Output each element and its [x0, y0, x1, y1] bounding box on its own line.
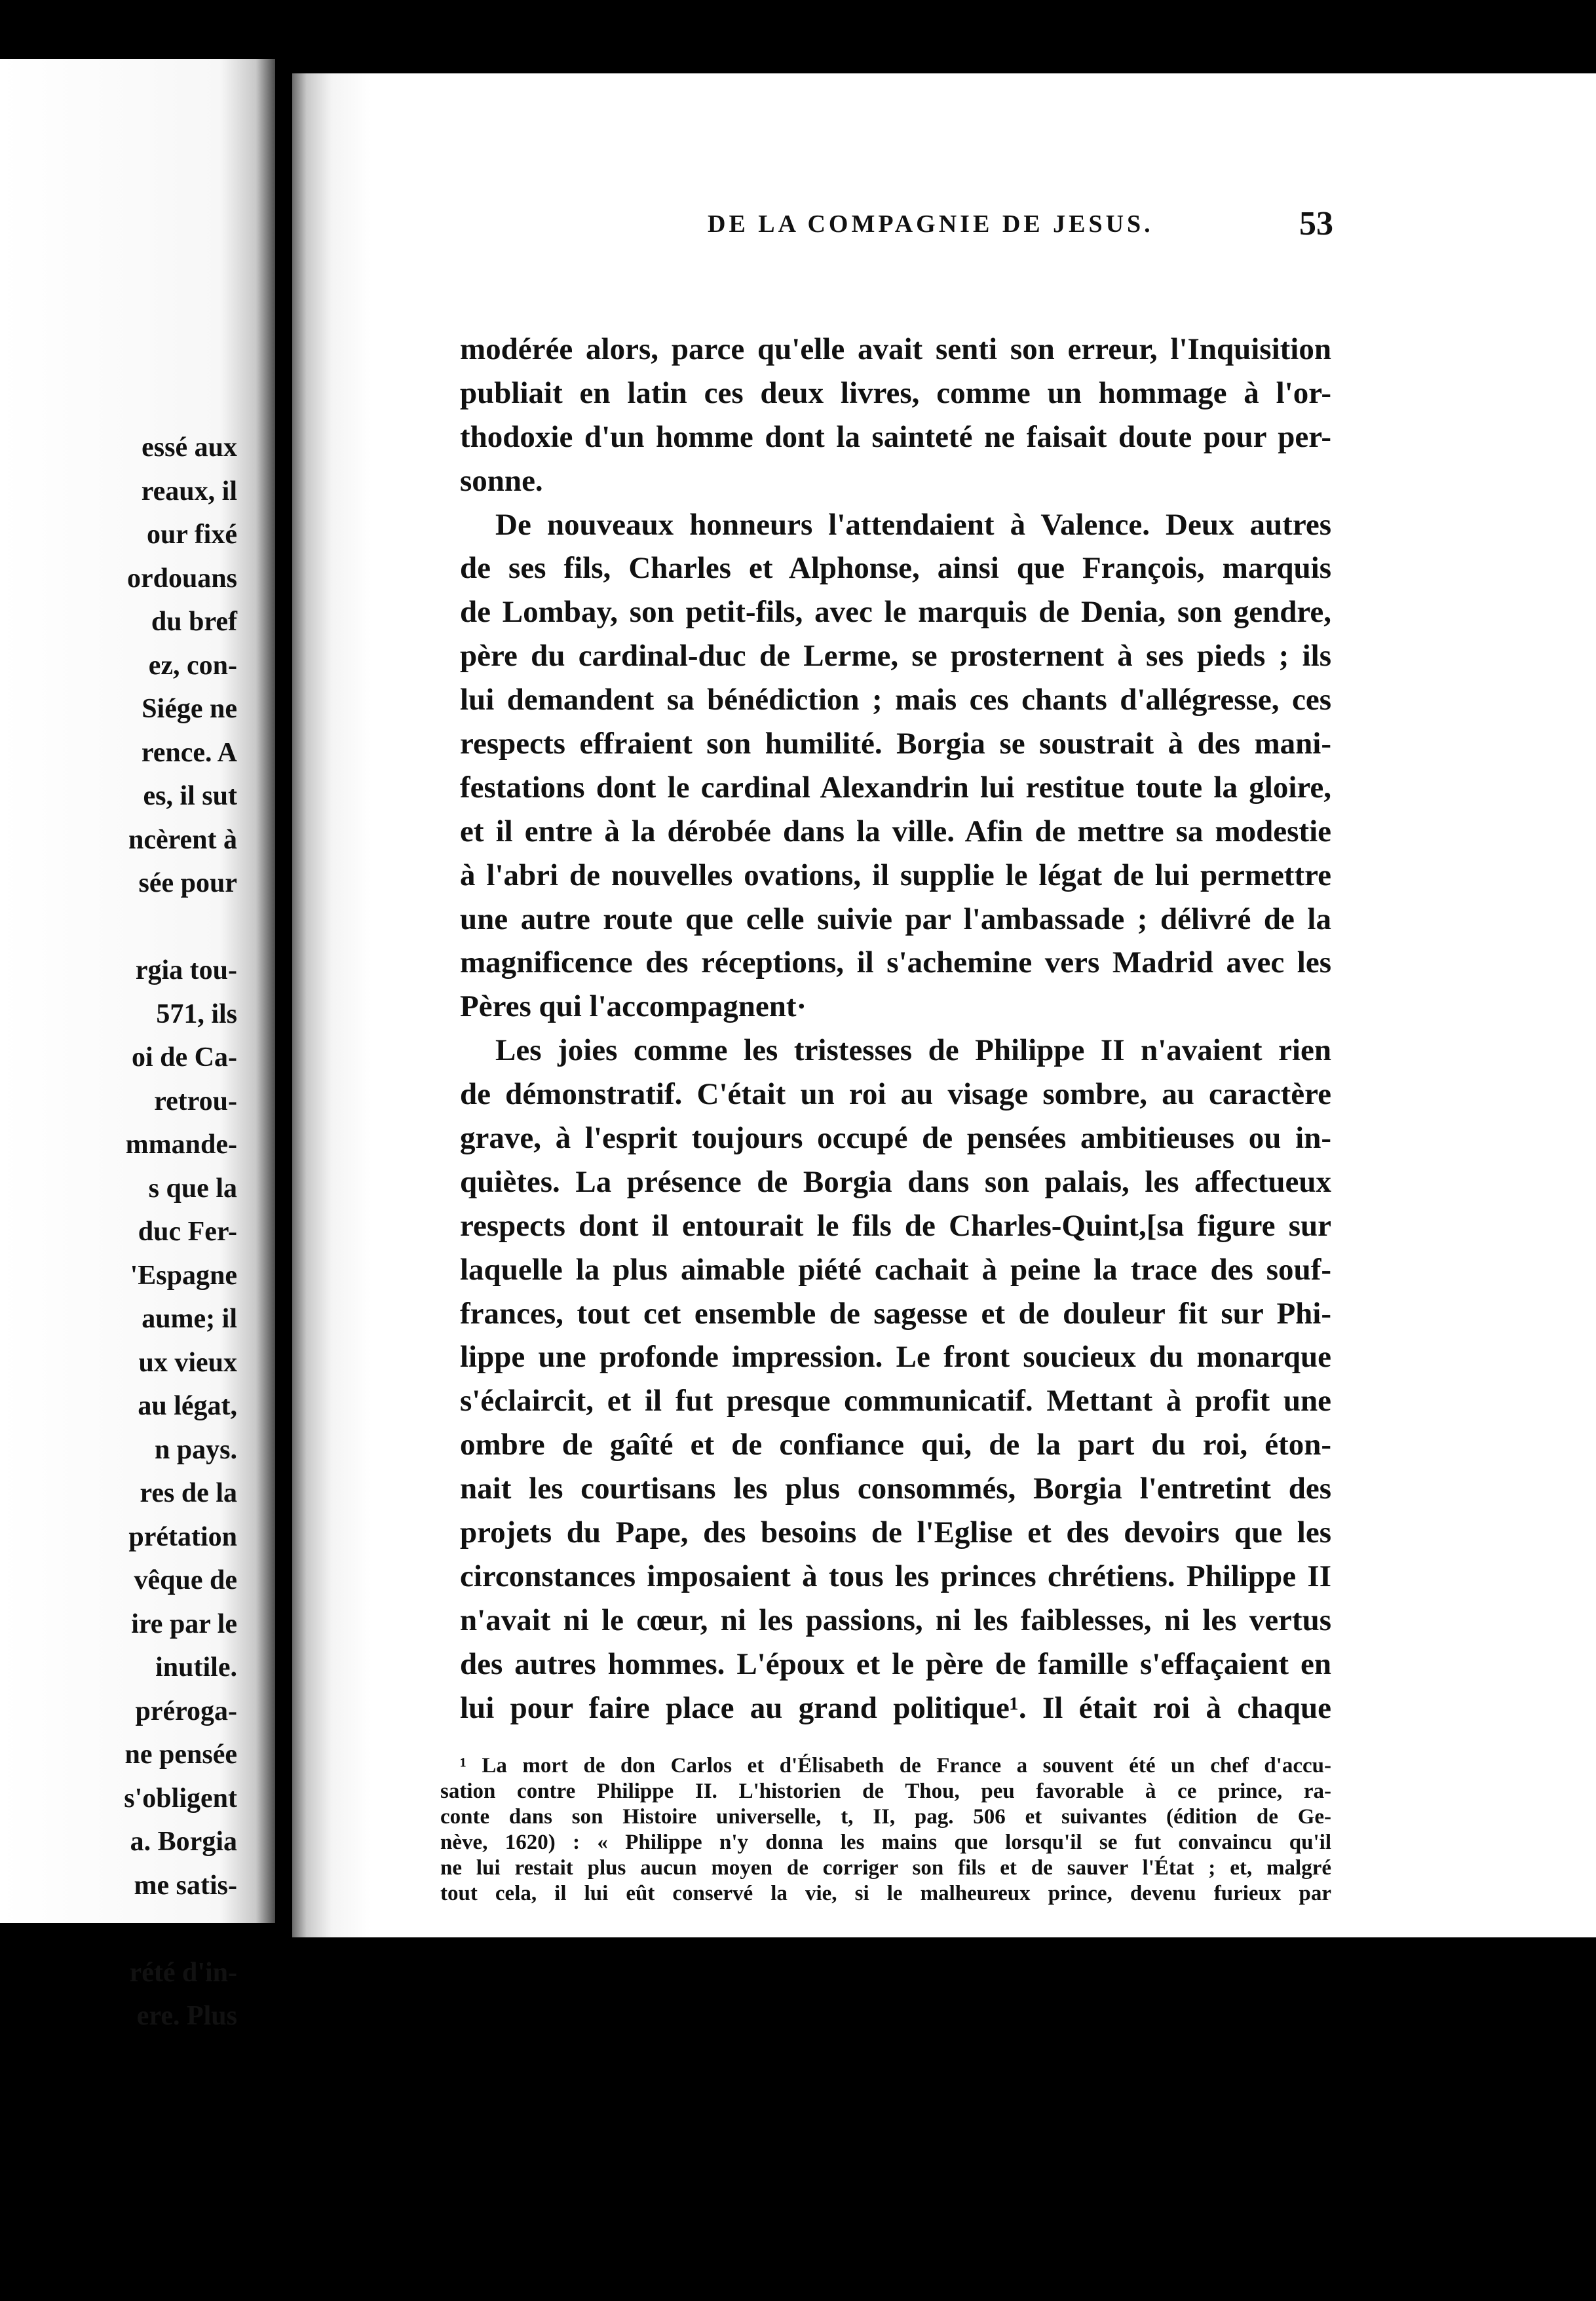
left-page-line: retrou-: [154, 1086, 237, 1116]
body-line: et il entre à la dérobée dans la ville. Afin de mettre sa modestie: [460, 814, 1331, 848]
left-page-line: rété d'in-: [129, 1957, 237, 1988]
footnote-line: sation contre Philippe II. L'historien de Thou, peu favorable à ce prince, ra-: [440, 1779, 1331, 1803]
footnote-line: ne lui restait plus aucun moyen de corriger son fils et de sauver l'État ; et, malgré: [440, 1856, 1331, 1880]
body-line: grave, à l'esprit toujours occupé de pensées ambitieuses ou in-: [460, 1121, 1331, 1156]
body-line: Les joies comme les tristesses de Philippe II n'avaient rien: [495, 1033, 1331, 1068]
left-page-line: ordouans: [126, 563, 237, 594]
body-line: magnificence des réceptions, il s'achemine vers Madrid avec les: [460, 945, 1331, 980]
body-line: festations dont le cardinal Alexandrin lui restitue toute la gloire,: [460, 770, 1331, 805]
left-page-line: duc Fer-: [138, 1217, 237, 1247]
body-line: n'avait ni le cœur, ni les passions, ni les faiblesses, ni les vertus: [460, 1603, 1331, 1637]
body-line: quiètes. La présence de Borgia dans son palais, les affectueux: [460, 1164, 1331, 1199]
left-page-line: aume; il: [142, 1304, 237, 1334]
left-page-line: Siége ne: [142, 694, 237, 724]
body-line: ombre de gaîté et de confiance qui, de la part du roi, éton-: [460, 1428, 1331, 1462]
body-line: modérée alors, parce qu'elle avait senti son erreur, l'Inquisition: [460, 332, 1331, 366]
left-page-line: s que la: [148, 1173, 237, 1204]
body-line: Pères qui l'accompagnent·: [460, 989, 807, 1024]
body-line: projets du Pape, des besoins de l'Eglise et des devoirs que les: [460, 1515, 1331, 1550]
footnote-line: ¹ La mort de don Carlos et d'Élisabeth de France a souvent été un chef d'accu-: [460, 1754, 1331, 1778]
body-line: une autre route que celle suivie par l'ambassade ; délivré de la: [460, 902, 1331, 936]
footnote-line: tout cela, il lui eût conservé la vie, si le malheureux prince, devenu furieux par: [440, 1882, 1331, 1905]
left-page-line: essé aux: [142, 432, 237, 463]
body-line: respects dont il entourait le fils de Charles-Quint,[sa figure sur: [460, 1208, 1331, 1243]
left-page-line: ncèrent à: [128, 824, 237, 855]
left-page-line: our fixé: [146, 520, 237, 550]
body-line: sonne.: [460, 463, 543, 498]
body-line: lippe une profonde impression. Le front soucieux du monarque: [460, 1340, 1331, 1375]
left-page-line: mmande-: [125, 1130, 237, 1160]
left-page-line: 571, ils: [156, 998, 237, 1029]
left-page-line: me satis-: [134, 1870, 237, 1901]
left-page-line: rgia tou-: [135, 955, 237, 985]
body-line: lui pour faire place au grand politique¹. Il était roi à chaque: [460, 1690, 1331, 1725]
body-line: De nouveaux honneurs l'attendaient à Valence. Deux autres: [495, 507, 1331, 542]
footnote-line: nève, 1620) : « Philippe n'y donna les mains que lorsqu'il se fut convaincu qu'il: [440, 1831, 1331, 1854]
left-page-line: [124, 1907, 237, 1951]
left-page-line: s'obligent: [124, 1783, 237, 1814]
left-page-line: préroga-: [135, 1696, 237, 1726]
left-page: [0, 59, 275, 2031]
page-number: 53: [1299, 205, 1333, 242]
left-page-text: [124, 426, 237, 2038]
running-head: DE LA COMPAGNIE DE JESUS.: [708, 210, 1154, 238]
body-line: de démonstratif. C'était un roi au visage sombre, au caractère: [460, 1077, 1331, 1112]
body-line: nait les courtisans les plus consommés, Borgia l'entretint des: [460, 1472, 1331, 1506]
left-page-line: oi de Ca-: [132, 1042, 237, 1073]
left-page-line: ez, con-: [148, 650, 237, 681]
body-line: s'éclaircit, et il fut presque communicatif. Mettant à profit une: [460, 1384, 1331, 1418]
footnote: [440, 1753, 1331, 1907]
footnote-line: conte dans son Histoire universelle, t, II, pag. 506 et suivantes (édition de Ge-: [440, 1805, 1331, 1829]
body-line: laquelle la plus aimable piété cachait à peine la trace des souf-: [460, 1252, 1331, 1287]
left-page-line: 'Espagne: [130, 1260, 237, 1291]
body-line: de ses fils, Charles et Alphonse, ainsi que François, marquis: [460, 551, 1331, 586]
body-line: de Lombay, son petit-fils, avec le marquis de Denia, son gendre,: [460, 595, 1331, 630]
left-page-line: res de la: [140, 1478, 237, 1508]
left-page-line: du bref: [151, 607, 237, 637]
left-page-line: ux vieux: [138, 1347, 237, 1378]
body-line: thodoxie d'un homme dont la sainteté ne faisait doute pour per-: [460, 419, 1331, 454]
body-line: des autres hommes. L'époux et le père de famille s'effaçaient en: [460, 1646, 1331, 1681]
left-page-line: sée pour: [138, 868, 237, 898]
left-page-line: inutile.: [155, 1652, 237, 1683]
left-page-line: ne pensée: [124, 1740, 237, 1770]
body-text: [460, 328, 1331, 1730]
left-page-line: ere. Plus: [136, 2001, 237, 2031]
left-page-line: [124, 905, 237, 949]
body-line: à l'abri de nouvelles ovations, il supplie le légat de lui permettre: [460, 858, 1331, 892]
body-line: père du cardinal-duc de Lerme, se prosternent à ses pieds ; ils: [460, 639, 1331, 674]
left-page-line: prétation: [128, 1521, 237, 1552]
left-page-line: a. Borgia: [130, 1827, 237, 1857]
body-line: publiait en latin ces deux livres, comme un hommage à l'or-: [460, 375, 1331, 410]
body-line: respects effraient son humilité. Borgia se soustrait à des mani-: [460, 727, 1331, 761]
left-page-line: ire par le: [131, 1608, 237, 1639]
body-line: circonstances imposaient à tous les princes chrétiens. Philippe II: [460, 1559, 1331, 1593]
left-page-line: n pays.: [154, 1434, 237, 1465]
body-line: lui demandent sa bénédiction ; mais ces chants d'allégresse, ces: [460, 683, 1331, 717]
left-page-line: rence. A: [141, 737, 237, 768]
left-page-line: au légat,: [138, 1391, 237, 1421]
body-line: frances, tout cet ensemble de sagesse et de douleur fit sur Phi-: [460, 1296, 1331, 1331]
left-page-line: vêque de: [134, 1565, 237, 1595]
left-page-line: reaux, il: [141, 476, 237, 506]
left-page-line: es, il sut: [143, 781, 237, 811]
